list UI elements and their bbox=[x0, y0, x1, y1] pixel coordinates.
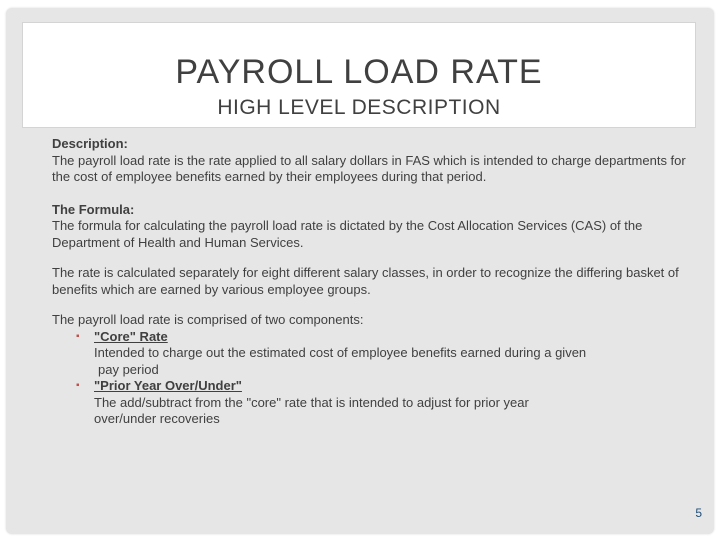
slide-title: PAYROLL LOAD RATE bbox=[175, 53, 543, 91]
description-text: The payroll load rate is the rate applied to all salary dollars in FAS which is intended to charge departments for the cost of employee benefits earned by their employees during that period. bbox=[52, 152, 686, 184]
bullet-icon: ▪ bbox=[76, 330, 80, 342]
component-desc-prior-year-line2: over/under recoveries bbox=[94, 411, 220, 426]
component-desc-core-line1: Intended to charge out the estimated cost of employee benefits earned during a given bbox=[94, 345, 587, 360]
component-desc-core-line2: pay period bbox=[98, 361, 159, 377]
formula-paragraph-3: The payroll load rate is comprised of two components: bbox=[52, 312, 364, 327]
component-item bbox=[76, 329, 692, 346]
title-box bbox=[22, 22, 696, 128]
description-heading: Description: bbox=[52, 136, 128, 151]
component-desc-prior-year-line1: The add/subtract from the "core" rate that is intended to adjust for prior year bbox=[94, 394, 529, 410]
page-number: 5 bbox=[695, 506, 702, 520]
bullet-icon: ▪ bbox=[76, 380, 80, 391]
formula-paragraph-1: The formula for calculating the payroll load rate is dictated by the Cost Allocation Services (CAS) of the Department of Health and Human Services. bbox=[52, 218, 643, 250]
slide bbox=[6, 8, 714, 534]
formula-paragraph-2: The rate is calculated separately for eight different salary classes, in order to recognize the differing basket of benefits which are earned by various employee groups. bbox=[52, 265, 679, 297]
slide-subtitle: HIGH LEVEL DESCRIPTION bbox=[217, 96, 501, 119]
slide-content bbox=[52, 136, 692, 428]
component-item bbox=[76, 378, 692, 395]
formula-heading: The Formula: bbox=[52, 201, 135, 217]
component-name-core: "Core" Rate bbox=[94, 328, 168, 344]
component-name-prior-year: "Prior Year Over/Under" bbox=[94, 378, 242, 393]
